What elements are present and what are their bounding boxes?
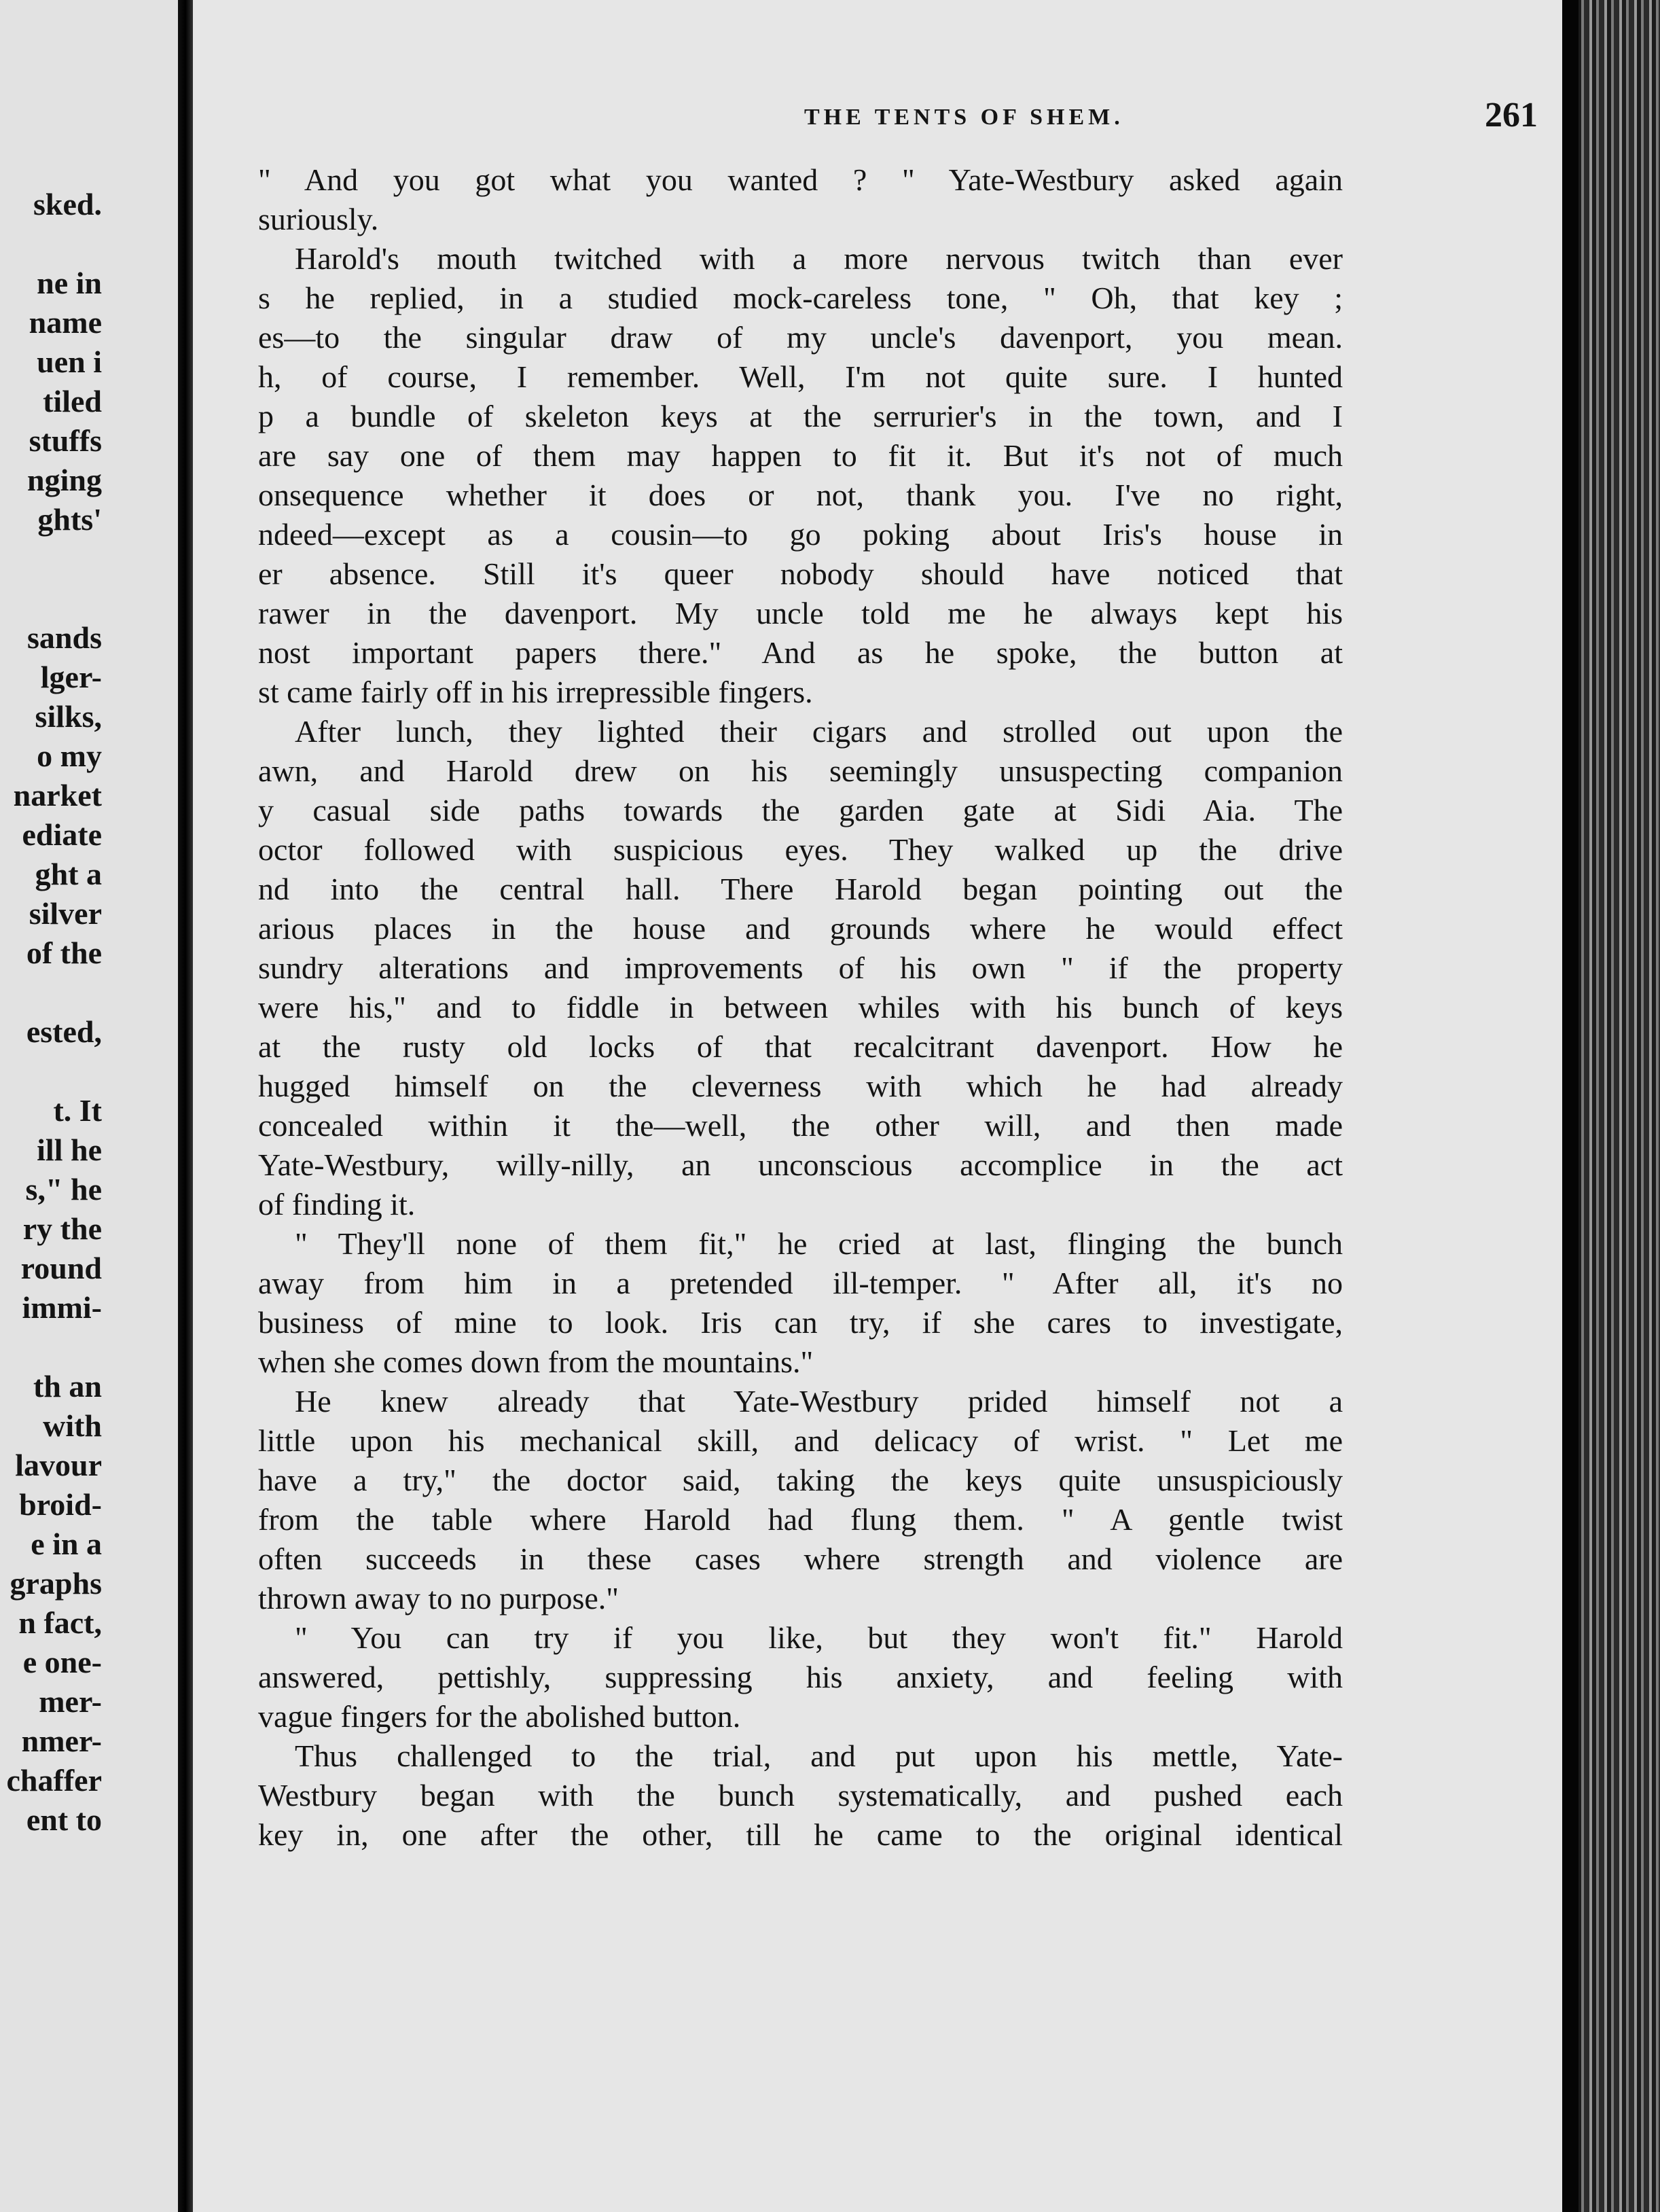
text-line: rawer in the davenport. My uncle told me he always kept his: [258, 596, 1343, 630]
facing-page-fragment: th an: [33, 1369, 102, 1404]
text-line: onsequence whether it does or not, thank you. I've no right,: [258, 478, 1343, 512]
facing-page-fragment: ent to: [26, 1802, 102, 1837]
text-line: He knew already that Yate-Westbury prided himself not a: [295, 1384, 1343, 1419]
running-title: THE TENTS OF SHEM.: [804, 105, 1124, 130]
text-line: concealed within it the—well, the other will, and then made: [258, 1108, 1343, 1143]
facing-page-fragment: round: [20, 1251, 102, 1285]
text-line: have a try," the doctor said, taking the keys quite unsuspiciously: [258, 1463, 1343, 1497]
text-line: es—to the singular draw of my uncle's davenport, you mean.: [258, 320, 1343, 355]
text-line: ndeed—except as a cousin—to go poking about Iris's house in: [258, 517, 1343, 552]
facing-page-fragment: graphs: [10, 1566, 102, 1601]
text-line: key in, one after the other, till he came to the original identical: [258, 1817, 1343, 1852]
facing-page-fragment: lger-: [40, 660, 102, 694]
text-line: at the rusty old locks of that recalcitrant davenport. How he: [258, 1029, 1343, 1064]
text-line: little upon his mechanical skill, and delicacy of wrist. " Let me: [258, 1423, 1343, 1458]
text-line: s he replied, in a studied mock-careless tone, " Oh, that key ;: [258, 281, 1343, 315]
text-line: were his," and to fiddle in between whiles with his bunch of keys: [258, 990, 1343, 1024]
facing-page-fragment: stuffs: [29, 423, 102, 458]
facing-page-fragment: sands: [27, 620, 102, 655]
text-line: vague fingers for the abolished button.: [258, 1699, 741, 1734]
facing-page-fragment: sked.: [33, 187, 102, 221]
page-stack-edge: [1562, 0, 1660, 2212]
text-line: thrown away to no purpose.": [258, 1581, 619, 1616]
facing-page-fragment: nmer-: [21, 1724, 102, 1758]
text-line: nost important papers there." And as he spoke, the button at: [258, 635, 1343, 670]
text-line: y casual side paths towards the garden gate at Sidi Aia. The: [258, 793, 1343, 827]
text-line: Westbury began with the bunch systematically, and pushed each: [258, 1778, 1343, 1813]
running-head: [587, 95, 1538, 143]
text-line: hugged himself on the cleverness with which he had already: [258, 1069, 1343, 1103]
text-line: Harold's mouth twitched with a more nervous twitch than ever: [295, 241, 1343, 276]
facing-page-fragment: e in a: [31, 1527, 102, 1561]
text-line: from the table where Harold had flung them. " A gentle twist: [258, 1502, 1343, 1537]
text-line: " And you got what you wanted ? " Yate-Westbury asked again: [258, 162, 1343, 197]
facing-page-fragment: silks,: [35, 699, 102, 734]
facing-page-fragment: n fact,: [18, 1605, 102, 1640]
facing-page-fragment: of the: [26, 935, 102, 970]
facing-page-fragment: ght a: [35, 857, 102, 891]
facing-page-fragment: o my: [37, 738, 102, 773]
facing-page-fragment: ry the: [22, 1211, 102, 1246]
facing-page-fragment: ested,: [26, 1014, 102, 1049]
facing-page-fragment: ill he: [37, 1132, 102, 1167]
facing-page-fragment: ne in: [37, 266, 102, 300]
text-line: Yate-Westbury, willy-nilly, an unconscious accomplice in the act: [258, 1147, 1343, 1182]
text-line: er absence. Still it's queer nobody should have noticed that: [258, 556, 1343, 591]
facing-page-fragment: tiled: [43, 384, 102, 418]
facing-page-fragment: lavour: [15, 1448, 102, 1482]
book-page: [193, 0, 1562, 2212]
text-line: " You can try if you like, but they won't fit." Harold: [295, 1620, 1343, 1655]
facing-page-fragment: name: [29, 305, 102, 340]
facing-page-fragment: nging: [27, 463, 102, 497]
text-line: business of mine to look. Iris can try, if she cares to investigate,: [258, 1305, 1343, 1340]
facing-page-fragment: mer-: [39, 1684, 102, 1719]
text-line: " They'll none of them fit," he cried at last, flinging the bunch: [295, 1226, 1343, 1261]
facing-page-fragment: s," he: [25, 1172, 102, 1207]
facing-page-fragment: broid-: [19, 1487, 102, 1522]
text-line: h, of course, I remember. Well, I'm not quite sure. I hunted: [258, 359, 1343, 394]
text-line: After lunch, they lighted their cigars and strolled out upon the: [295, 714, 1343, 749]
facing-page-fragment: ghts': [37, 502, 102, 537]
text-line: p a bundle of skeleton keys at the serrurier's in the town, and I: [258, 399, 1343, 433]
book-gutter: [178, 0, 193, 2212]
text-line: st came fairly off in his irrepressible fingers.: [258, 675, 813, 709]
facing-page-fragment: chaffer: [6, 1763, 102, 1798]
text-line: octor followed with suspicious eyes. They walked up the drive: [258, 832, 1343, 867]
text-line: answered, pettishly, suppressing his anxiety, and feeling with: [258, 1660, 1343, 1694]
facing-page-fragment: ediate: [22, 817, 102, 852]
text-line: nd into the central hall. There Harold began pointing out the: [258, 872, 1343, 906]
text-line: when she comes down from the mountains.": [258, 1344, 814, 1379]
facing-page-edge: [0, 0, 178, 2212]
text-line: arious places in the house and grounds where he would effect: [258, 911, 1343, 946]
page-number: 261: [1485, 96, 1538, 135]
facing-page-fragment: narket: [13, 778, 102, 813]
facing-page-fragment: e one-: [22, 1645, 102, 1679]
facing-page-fragment: uen i: [37, 344, 102, 379]
facing-page-fragment: immi-: [22, 1290, 102, 1325]
text-line: sundry alterations and improvements of his own " if the property: [258, 950, 1343, 985]
text-line: Thus challenged to the trial, and put upon his mettle, Yate-: [295, 1738, 1343, 1773]
text-line: often succeeds in these cases where strength and violence are: [258, 1541, 1343, 1576]
text-line: awn, and Harold drew on his seemingly unsuspecting companion: [258, 753, 1343, 788]
body-text: [258, 160, 1343, 1855]
text-line: are say one of them may happen to fit it. But it's not of much: [258, 438, 1343, 473]
facing-page-fragment: with: [43, 1408, 102, 1443]
text-line: of finding it.: [258, 1187, 416, 1221]
facing-page-fragment: silver: [29, 896, 102, 931]
text-line: away from him in a pretended ill-temper. " After all, it's no: [258, 1266, 1343, 1300]
facing-page-fragment: t. It: [53, 1093, 102, 1128]
text-line: suriously.: [258, 202, 379, 236]
